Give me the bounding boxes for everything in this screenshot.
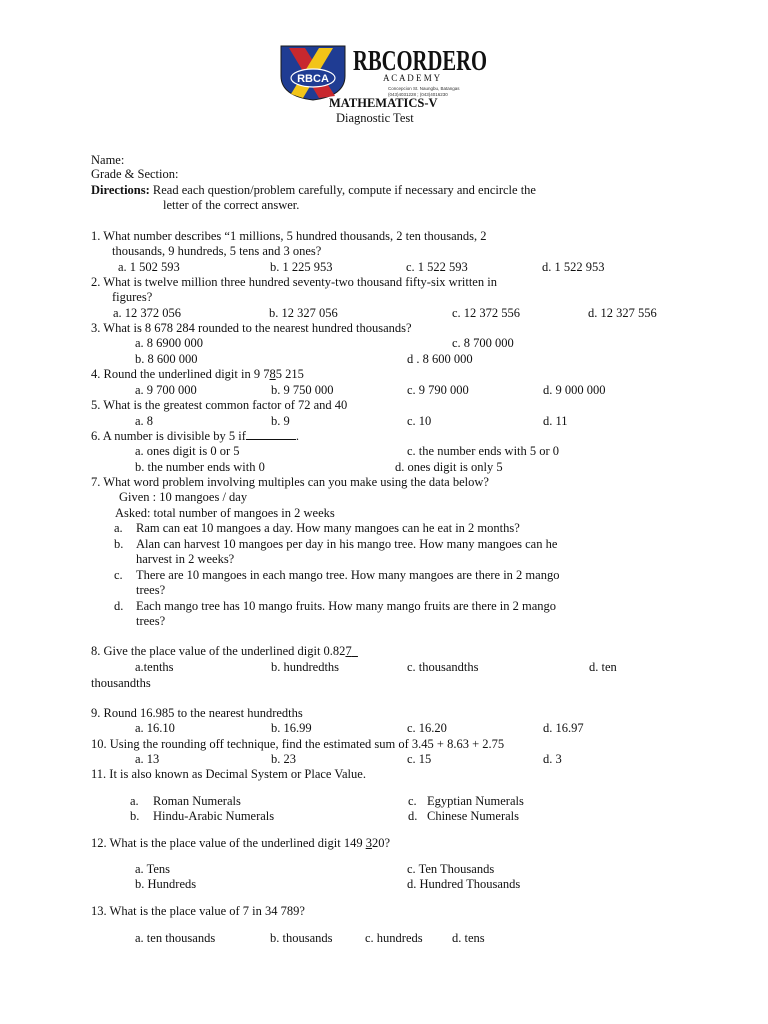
q7-letter-b: b. bbox=[114, 537, 124, 551]
question-2-cont: figures? bbox=[112, 290, 153, 304]
directions-line-1: Directions: Read each question/problem carefully, compute if necessary and encircle the bbox=[91, 183, 536, 197]
q13-option-a[interactable]: a. ten thousands bbox=[135, 931, 216, 945]
q2-option-c[interactable]: c. 12 372 556 bbox=[452, 306, 521, 320]
school-logo bbox=[275, 40, 490, 102]
q12-option-b[interactable]: b. Hundreds bbox=[135, 877, 197, 891]
q11-option-c[interactable]: Egyptian Numerals bbox=[427, 794, 524, 808]
q10-option-d[interactable]: d. 3 bbox=[543, 752, 562, 766]
q10-option-a[interactable]: a. 13 bbox=[135, 752, 160, 766]
underlined-digit: 3 bbox=[365, 836, 372, 850]
q5-option-b[interactable]: b. 9 bbox=[271, 414, 290, 428]
q3-option-b[interactable]: b. 8 600 000 bbox=[135, 352, 198, 366]
q12-option-a[interactable]: a. Tens bbox=[135, 862, 170, 876]
q7-option-d[interactable]: Each mango tree has 10 mango fruits. How many mango fruits are there in 2 mango bbox=[136, 599, 557, 613]
q1-option-c[interactable]: c. 1 522 593 bbox=[406, 260, 468, 274]
q7-letter-d: d. bbox=[114, 599, 124, 613]
q1-option-b[interactable]: b. 1 225 953 bbox=[270, 260, 333, 274]
subject-title: MATHEMATICS-V bbox=[329, 96, 438, 110]
q7-asked: Asked: total number of mangoes in 2 weeks bbox=[115, 506, 335, 520]
q6-option-b[interactable]: b. the number ends with 0 bbox=[135, 460, 265, 474]
q7-option-c-cont[interactable]: trees? bbox=[136, 583, 166, 597]
q11-letter-c: c. bbox=[408, 794, 417, 808]
q11-letter-d: d. bbox=[408, 809, 418, 823]
q9-option-b[interactable]: b. 16.99 bbox=[271, 721, 312, 735]
q11-option-d[interactable]: Chinese Numerals bbox=[427, 809, 519, 823]
q11-option-b[interactable]: Hindu-Arabic Numerals bbox=[153, 809, 275, 823]
q7-option-d-cont[interactable]: trees? bbox=[136, 614, 166, 628]
q13-option-b[interactable]: b. thousands bbox=[270, 931, 333, 945]
q8-option-d-cont[interactable]: thousandths bbox=[91, 676, 151, 690]
question-1: 1. What number describes “1 millions, 5 hundred thousands, 2 ten thousands, 2 bbox=[91, 229, 487, 243]
q10-option-b[interactable]: b. 23 bbox=[271, 752, 296, 766]
q11-letter-a: a. bbox=[130, 794, 139, 808]
q7-given: Given : 10 mangoes / day bbox=[119, 490, 248, 504]
q4-option-a[interactable]: a. 9 700 000 bbox=[135, 383, 197, 397]
q12-option-d[interactable]: d. Hundred Thousands bbox=[407, 877, 521, 891]
q3-option-c[interactable]: c. 8 700 000 bbox=[452, 336, 514, 350]
grade-section-label: Grade & Section: bbox=[91, 167, 179, 181]
q7-letter-c: c. bbox=[114, 568, 123, 582]
q12-option-c[interactable]: c. Ten Thousands bbox=[407, 862, 495, 876]
school-name: RBCORDERO bbox=[353, 45, 487, 77]
question-8: 8. Give the place value of the underlined digit 0.827 bbox=[91, 644, 358, 659]
name-label: Name: bbox=[91, 153, 125, 167]
q7-option-a[interactable]: Ram can eat 10 mangoes a day. How many mangoes can he eat in 2 months? bbox=[136, 521, 520, 535]
test-type: Diagnostic Test bbox=[336, 111, 414, 125]
question-9: 9. Round 16.985 to the nearest hundredths bbox=[91, 706, 303, 720]
q6-option-d[interactable]: d. ones digit is only 5 bbox=[395, 460, 503, 474]
question-4: 4. Round the underlined digit in 9 785 215 bbox=[91, 367, 304, 381]
q11-letter-b: b. bbox=[130, 809, 140, 823]
q6-option-c[interactable]: c. the number ends with 5 or 0 bbox=[407, 444, 560, 458]
q4-option-d[interactable]: d. 9 000 000 bbox=[543, 383, 606, 397]
school-address: Concepcion St. Naungbu, Batangas bbox=[388, 86, 460, 91]
q6-option-a[interactable]: a. ones digit is 0 or 5 bbox=[135, 444, 240, 458]
question-3: 3. What is 8 678 284 rounded to the nearest hundred thousands? bbox=[91, 321, 412, 335]
q11-option-a[interactable]: Roman Numerals bbox=[153, 794, 241, 808]
q3-option-a[interactable]: a. 8 6900 000 bbox=[135, 336, 204, 350]
question-5: 5. What is the greatest common factor of 72 and 40 bbox=[91, 398, 348, 412]
underlined-digit: 8 bbox=[269, 367, 276, 381]
q3-option-d[interactable]: d . 8 600 000 bbox=[407, 352, 473, 366]
q8-option-a[interactable]: a.tenths bbox=[135, 660, 174, 674]
answer-blank bbox=[246, 429, 296, 440]
q2-option-b[interactable]: b. 12 327 056 bbox=[269, 306, 338, 320]
directions-label: Directions: bbox=[91, 183, 150, 197]
question-12: 12. What is the place value of the underlined digit 149 320? bbox=[91, 836, 391, 850]
q8-option-c[interactable]: c. thousandths bbox=[407, 660, 479, 674]
q9-option-c[interactable]: c. 16.20 bbox=[407, 721, 447, 735]
q8-option-d[interactable]: d. ten bbox=[589, 660, 617, 674]
question-13: 13. What is the place value of 7 in 34 789? bbox=[91, 904, 305, 918]
q13-option-d[interactable]: d. tens bbox=[452, 931, 485, 945]
q10-option-c[interactable]: c. 15 bbox=[407, 752, 432, 766]
question-7: 7. What word problem involving multiples can you make using the data below? bbox=[91, 475, 489, 489]
q5-option-a[interactable]: a. 8 bbox=[135, 414, 154, 428]
q9-option-d[interactable]: d. 16.97 bbox=[543, 721, 584, 735]
school-phone: (043)4031228 ; (043)4016230 bbox=[388, 92, 448, 97]
q2-option-d[interactable]: d. 12 327 556 bbox=[588, 306, 657, 320]
school-seal-icon bbox=[281, 46, 345, 100]
question-10: 10. Using the rounding off technique, find the estimated sum of 3.45 + 8.63 + 2.75 bbox=[91, 737, 505, 751]
q7-option-b[interactable]: Alan can harvest 10 mangoes per day in his mango tree. How many mangoes can he bbox=[136, 537, 558, 551]
q13-option-c[interactable]: c. hundreds bbox=[365, 931, 423, 945]
q5-option-d[interactable]: d. 11 bbox=[543, 414, 568, 428]
question-2: 2. What is twelve million three hundred seventy-two thousand fifty-six written in bbox=[91, 275, 497, 289]
school-subtitle: A C A D E M Y bbox=[383, 73, 441, 83]
q9-option-a[interactable]: a. 16.10 bbox=[135, 721, 175, 735]
q7-option-b-cont[interactable]: harvest in 2 weeks? bbox=[136, 552, 235, 566]
q5-option-c[interactable]: c. 10 bbox=[407, 414, 432, 428]
q1-option-a[interactable]: a. 1 502 593 bbox=[118, 260, 180, 274]
question-6: 6. A number is divisible by 5 if . bbox=[91, 429, 299, 443]
directions-line-2: letter of the correct answer. bbox=[163, 198, 300, 212]
q1-option-d[interactable]: d. 1 522 953 bbox=[542, 260, 605, 274]
q7-option-c[interactable]: There are 10 mangoes in each mango tree. How many mangoes are there in 2 mango bbox=[136, 568, 560, 582]
question-11: 11. It is also known as Decimal System or Place Value. bbox=[91, 767, 366, 781]
q7-letter-a: a. bbox=[114, 521, 123, 535]
q4-option-c[interactable]: c. 9 790 000 bbox=[407, 383, 469, 397]
q2-option-a[interactable]: a. 12 372 056 bbox=[113, 306, 182, 320]
question-1-cont: thousands, 9 hundreds, 5 tens and 3 ones? bbox=[112, 244, 322, 258]
q8-option-b[interactable]: b. hundredths bbox=[271, 660, 340, 674]
seal-text: RBCA bbox=[297, 73, 329, 85]
q4-option-b[interactable]: b. 9 750 000 bbox=[271, 383, 334, 397]
underlined-digit: 7 bbox=[345, 644, 352, 658]
